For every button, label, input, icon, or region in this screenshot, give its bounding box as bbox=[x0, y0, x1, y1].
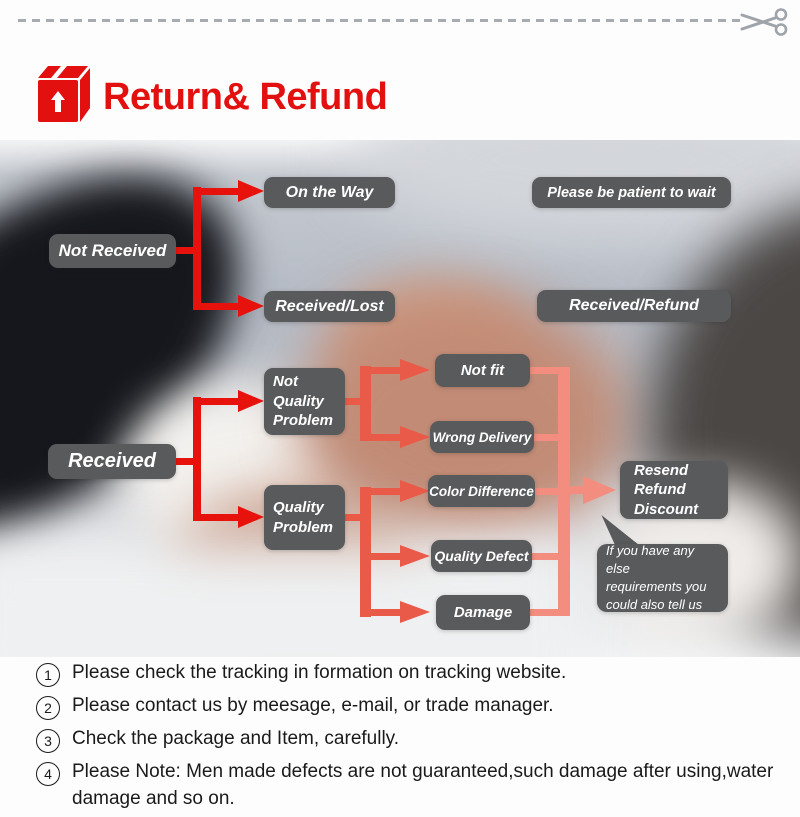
node-quality-problem: Quality Problem bbox=[264, 485, 345, 550]
return-parcel-icon bbox=[34, 61, 94, 125]
connector bbox=[176, 247, 194, 254]
connector bbox=[532, 553, 558, 560]
note-number: 1 bbox=[36, 663, 60, 687]
arrowhead bbox=[238, 180, 264, 202]
node-wrong-delivery: Wrong Delivery bbox=[430, 421, 534, 453]
note-item bbox=[36, 759, 781, 813]
connector bbox=[534, 434, 558, 441]
connector bbox=[558, 367, 570, 616]
node-received: Received bbox=[48, 444, 176, 479]
node-please-be-patient: Please be patient to wait bbox=[532, 177, 731, 208]
connector bbox=[371, 367, 402, 374]
arrowhead bbox=[400, 480, 430, 502]
connector bbox=[201, 303, 238, 310]
connector bbox=[176, 458, 194, 465]
connector bbox=[201, 514, 238, 521]
arrowhead bbox=[400, 359, 430, 381]
node-not-fit: Not fit bbox=[435, 354, 530, 387]
connector bbox=[201, 188, 238, 195]
connector bbox=[535, 488, 558, 495]
note-item bbox=[36, 660, 781, 687]
node-on-the-way: On the Way bbox=[264, 177, 395, 208]
note-text: Please check the tracking in formation on tracking website. bbox=[72, 662, 567, 683]
connector bbox=[530, 609, 558, 616]
arrowhead bbox=[238, 295, 264, 317]
node-not-received: Not Received bbox=[49, 234, 176, 268]
arrowhead bbox=[238, 506, 264, 528]
note-number: 2 bbox=[36, 696, 60, 720]
connector bbox=[570, 486, 584, 494]
node-received-refund: Received/Refund bbox=[537, 290, 731, 322]
note-item bbox=[36, 726, 781, 753]
speech-bubble: If you have any else requirements you could also tell us bbox=[597, 544, 728, 612]
note-item bbox=[36, 693, 781, 720]
connector bbox=[360, 366, 371, 441]
page-title: Return& Refund bbox=[103, 76, 388, 118]
notes-list bbox=[36, 660, 781, 817]
connector bbox=[193, 397, 201, 521]
cut-dashed-line bbox=[18, 19, 744, 22]
connector bbox=[371, 434, 402, 441]
arrowhead bbox=[400, 601, 430, 623]
connector bbox=[201, 398, 238, 405]
node-resend-refund-discount: Resend Refund Discount bbox=[620, 461, 728, 519]
arrowhead bbox=[400, 426, 430, 448]
connector bbox=[371, 488, 402, 495]
note-number: 3 bbox=[36, 729, 60, 753]
connector bbox=[530, 367, 558, 374]
arrowhead bbox=[238, 390, 264, 412]
note-number: 4 bbox=[36, 762, 60, 786]
connector bbox=[371, 609, 402, 616]
node-not-quality-problem: Not Quality Problem bbox=[264, 368, 345, 435]
node-damage: Damage bbox=[436, 595, 530, 630]
arrowhead bbox=[583, 476, 616, 504]
connector bbox=[193, 187, 201, 310]
connector bbox=[360, 487, 371, 617]
note-text: Please Note: Men made defects are not guaranteed,such damage after using,water damage and so on. bbox=[72, 761, 774, 809]
connector bbox=[371, 553, 402, 560]
node-quality-defect: Quality Defect bbox=[431, 540, 532, 572]
note-text: Please contact us by meesage, e-mail, or trade manager. bbox=[72, 695, 554, 716]
node-received-lost: Received/Lost bbox=[264, 291, 395, 322]
note-text: Check the package and Item, carefully. bbox=[72, 728, 400, 749]
node-color-difference: Color Difference bbox=[428, 475, 535, 507]
arrowhead bbox=[400, 545, 430, 567]
scissors-icon bbox=[740, 6, 792, 38]
